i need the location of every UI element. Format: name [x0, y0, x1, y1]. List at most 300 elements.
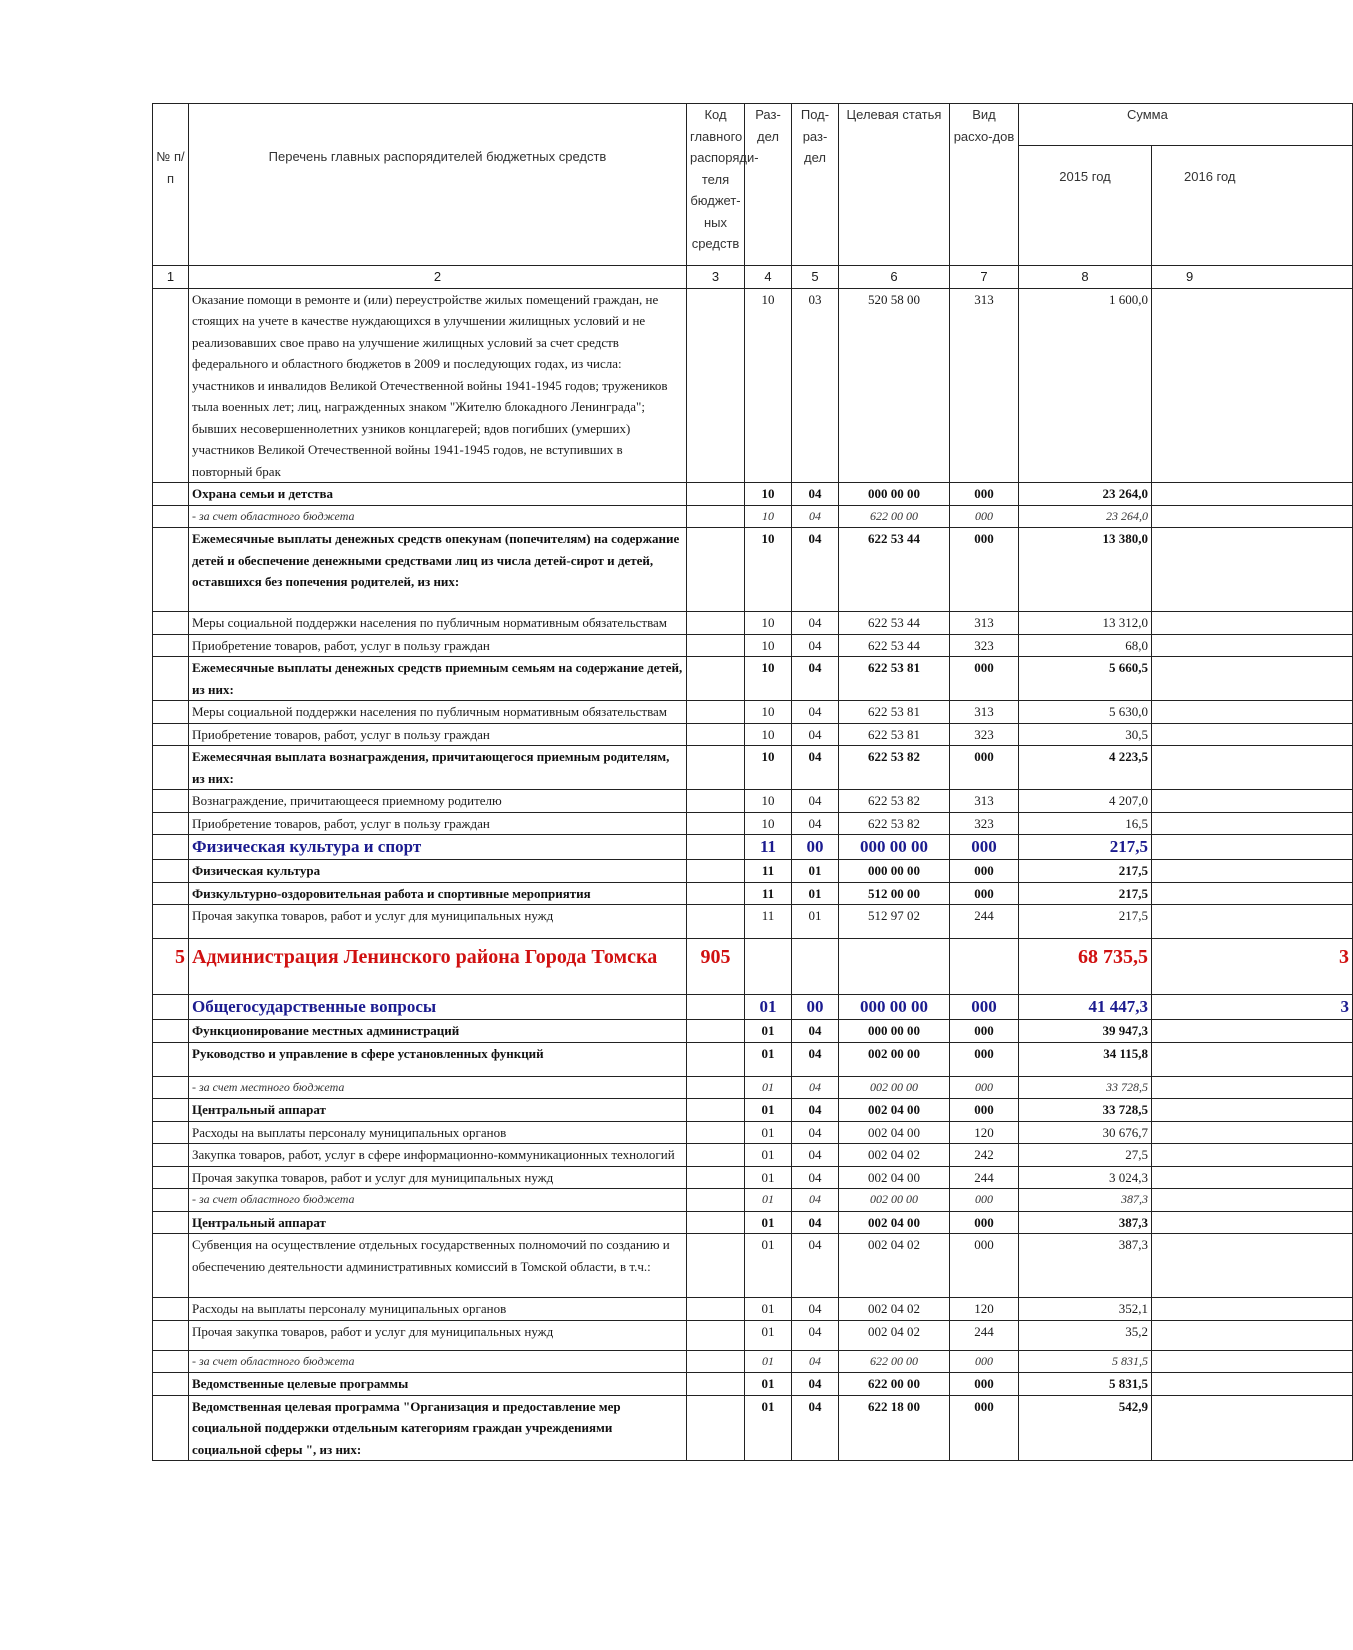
cell-vid: 244	[950, 905, 1019, 939]
cell-num	[153, 1234, 189, 1298]
cell-vid: 000	[950, 1350, 1019, 1373]
cell-name: Приобретение товаров, работ, услуг в пользу граждан	[189, 723, 687, 746]
cell-vid: 000	[950, 1395, 1019, 1461]
cell-num	[153, 1395, 189, 1461]
cell-s15: 387,3	[1019, 1234, 1152, 1298]
cell-code	[687, 701, 745, 724]
cell-name: Ведомственная целевая программа "Организация и предоставление мер социальной поддержки отдельным категориям граждан учреждениями социальной сферы ", из них:	[189, 1395, 687, 1461]
cell-vid: 120	[950, 1298, 1019, 1321]
cell-s15: 542,9	[1019, 1395, 1152, 1461]
table-row	[153, 790, 1353, 813]
cell-name: - за счет областного бюджета	[189, 1350, 687, 1373]
cell-art: 000 00 00	[839, 860, 950, 883]
cell-s15: 39 947,3	[1019, 1020, 1152, 1043]
cell-s16	[1152, 790, 1353, 813]
cell-s15: 34 115,8	[1019, 1042, 1152, 1076]
cell-s16	[1152, 860, 1353, 883]
cell-art: 000 00 00	[839, 483, 950, 506]
cell-s15: 5 660,5	[1019, 657, 1152, 701]
cell-r: 01	[745, 1373, 792, 1396]
cell-p: 04	[792, 1076, 839, 1099]
cell-r: 10	[745, 701, 792, 724]
cell-s16	[1152, 1350, 1353, 1373]
table-row	[153, 634, 1353, 657]
table-row	[153, 483, 1353, 506]
cell-num	[153, 1298, 189, 1321]
table-row	[153, 1234, 1353, 1298]
cell-art: 002 04 02	[839, 1144, 950, 1167]
cell-p: 04	[792, 812, 839, 835]
cell-name: Физкультурно-оздоровительная работа и спортивные мероприятия	[189, 882, 687, 905]
budget-table	[152, 103, 1353, 1461]
cell-name: Расходы на выплаты персоналу муниципальных органов	[189, 1298, 687, 1321]
cell-art: 622 53 82	[839, 746, 950, 790]
cell-s16	[1152, 905, 1353, 939]
cell-name: Прочая закупка товаров, работ и услуг для муниципальных нужд	[189, 1320, 687, 1350]
cell-code	[687, 882, 745, 905]
header-razdel: Раз-дел	[745, 104, 792, 266]
cell-r: 11	[745, 835, 792, 860]
cell-num	[153, 905, 189, 939]
table-row	[153, 723, 1353, 746]
cell-name: Оказание помощи в ремонте и (или) переустройстве жилых помещений граждан, не стоящих на учете в качестве нуждающихся в улучшении жилищных условий и не реализовавших свое право на улучшение жилищных условий за счет средств федерального и областного бюджетов в 2009 и последующих годах, из числа: участников и инвалидов Великой Отечественной войны 1941-1945 годов; тружеников тыла военных лет; лиц, награжденных знаком "Жителю блокадного Ленинграда"; бывших несовершеннолетних узников концлагерей; вдов погибших (умерших) участников Великой Отечественной войны 1941-1945 годов, не вступивших в повторный брак	[189, 288, 687, 483]
cell-art: 002 00 00	[839, 1076, 950, 1099]
cell-s16	[1152, 657, 1353, 701]
cell-code	[687, 995, 745, 1020]
budget-sheet	[152, 103, 1350, 1650]
cell-num	[153, 995, 189, 1020]
column-numbers-row	[153, 266, 1353, 289]
cell-num	[153, 1350, 189, 1373]
table-row	[153, 1320, 1353, 1350]
cell-s15: 387,3	[1019, 1211, 1152, 1234]
cell-r: 11	[745, 882, 792, 905]
cell-art: 622 18 00	[839, 1395, 950, 1461]
cell-s16	[1152, 1395, 1353, 1461]
cell-num	[153, 1076, 189, 1099]
cell-p: 00	[792, 835, 839, 860]
table-row	[153, 835, 1353, 860]
cell-num	[153, 835, 189, 860]
table-body	[153, 288, 1353, 1461]
cell-s16	[1152, 483, 1353, 506]
cell-num	[153, 812, 189, 835]
cell-p: 04	[792, 483, 839, 506]
cell-r	[745, 939, 792, 995]
cell-s15: 30,5	[1019, 723, 1152, 746]
cell-s15: 217,5	[1019, 882, 1152, 905]
cell-vid: 000	[950, 1211, 1019, 1234]
cell-num	[153, 701, 189, 724]
cell-s16	[1152, 1211, 1353, 1234]
cell-p: 04	[792, 612, 839, 635]
cell-vid: 313	[950, 288, 1019, 483]
cell-r: 10	[745, 288, 792, 483]
cell-s16	[1152, 701, 1353, 724]
cell-s16	[1152, 505, 1353, 528]
cell-name: - за счет областного бюджета	[189, 1189, 687, 1212]
cell-art: 622 53 82	[839, 790, 950, 813]
cell-p: 04	[792, 1189, 839, 1212]
cell-num	[153, 528, 189, 612]
cell-num	[153, 1189, 189, 1212]
cell-p: 04	[792, 1350, 839, 1373]
cell-name: - за счет местного бюджета	[189, 1076, 687, 1099]
cell-s15: 217,5	[1019, 860, 1152, 883]
cell-s16	[1152, 1373, 1353, 1396]
cell-name: Физическая культура и спорт	[189, 835, 687, 860]
cell-code	[687, 612, 745, 635]
cell-name: Вознаграждение, причитающееся приемному родителю	[189, 790, 687, 813]
cell-r: 01	[745, 1121, 792, 1144]
table-row	[153, 657, 1353, 701]
cell-p: 01	[792, 905, 839, 939]
cell-r: 10	[745, 505, 792, 528]
cell-code	[687, 1320, 745, 1350]
table-row	[153, 1373, 1353, 1396]
cell-s16	[1152, 882, 1353, 905]
cell-code	[687, 790, 745, 813]
cell-art: 622 53 81	[839, 701, 950, 724]
cell-art: 002 04 02	[839, 1298, 950, 1321]
cell-code	[687, 812, 745, 835]
cell-code	[687, 860, 745, 883]
cell-r: 10	[745, 657, 792, 701]
cell-p: 04	[792, 1234, 839, 1298]
cell-s16	[1152, 1076, 1353, 1099]
cell-r: 01	[745, 1320, 792, 1350]
cell-vid: 000	[950, 1099, 1019, 1122]
cell-name: Меры социальной поддержки населения по публичным нормативным обязательствам	[189, 612, 687, 635]
cell-art: 622 53 82	[839, 812, 950, 835]
table-row	[153, 995, 1353, 1020]
cell-name: Ежемесячные выплаты денежных средств опекунам (попечителям) на содержание детей и обеспечение денежными средствами лиц из числа детей-сирот и детей, оставшихся без попечения родителей, из них:	[189, 528, 687, 612]
cell-name: Меры социальной поддержки населения по публичным нормативным обязательствам	[189, 701, 687, 724]
table-row	[153, 288, 1353, 483]
cell-vid: 120	[950, 1121, 1019, 1144]
cell-num	[153, 860, 189, 883]
header-article: Целевая статья	[839, 104, 950, 266]
cell-s15: 5 831,5	[1019, 1350, 1152, 1373]
cell-num	[153, 1099, 189, 1122]
cell-p: 04	[792, 657, 839, 701]
cell-vid: 000	[950, 1020, 1019, 1043]
cell-name: Администрация Ленинского района Города Томска	[189, 939, 687, 995]
cell-s15: 16,5	[1019, 812, 1152, 835]
cell-s16	[1152, 288, 1353, 483]
cell-num	[153, 723, 189, 746]
cell-code	[687, 1298, 745, 1321]
cell-p: 04	[792, 1121, 839, 1144]
cell-s15: 217,5	[1019, 835, 1152, 860]
cell-code	[687, 1144, 745, 1167]
cell-art: 000 00 00	[839, 995, 950, 1020]
cell-code	[687, 723, 745, 746]
cell-name: Центральный аппарат	[189, 1211, 687, 1234]
cell-code	[687, 1020, 745, 1043]
cell-code	[687, 483, 745, 506]
cell-s16	[1152, 746, 1353, 790]
cell-code: 905	[687, 939, 745, 995]
cell-vid: 000	[950, 995, 1019, 1020]
cell-p: 04	[792, 1144, 839, 1167]
cell-num	[153, 1042, 189, 1076]
cell-p: 04	[792, 1211, 839, 1234]
cell-r: 10	[745, 483, 792, 506]
cell-vid: 000	[950, 483, 1019, 506]
cell-r: 01	[745, 1211, 792, 1234]
cell-code	[687, 1189, 745, 1212]
cell-p: 04	[792, 1298, 839, 1321]
cell-art: 002 00 00	[839, 1189, 950, 1212]
cell-code	[687, 1395, 745, 1461]
cell-num	[153, 1166, 189, 1189]
cell-s15: 30 676,7	[1019, 1121, 1152, 1144]
cell-r: 01	[745, 1042, 792, 1076]
cell-r: 01	[745, 1144, 792, 1167]
cell-num	[153, 1373, 189, 1396]
table-row	[153, 1099, 1353, 1122]
cell-art: 002 04 02	[839, 1234, 950, 1298]
cell-p: 04	[792, 701, 839, 724]
cell-s15: 387,3	[1019, 1189, 1152, 1212]
cell-art: 622 00 00	[839, 1350, 950, 1373]
cell-art: 622 53 81	[839, 723, 950, 746]
table-row	[153, 1350, 1353, 1373]
cell-s15: 41 447,3	[1019, 995, 1152, 1020]
cell-num	[153, 505, 189, 528]
colnum: 8	[1019, 266, 1152, 289]
cell-s16: 3	[1152, 939, 1353, 995]
cell-name: Руководство и управление в сфере установленных функций	[189, 1042, 687, 1076]
colnum: 6	[839, 266, 950, 289]
cell-art: 622 00 00	[839, 1373, 950, 1396]
header-podrazdel: Под-раз-дел	[792, 104, 839, 266]
cell-num	[153, 1211, 189, 1234]
cell-num	[153, 746, 189, 790]
cell-r: 01	[745, 1350, 792, 1373]
cell-code	[687, 1121, 745, 1144]
table-row	[153, 1166, 1353, 1189]
cell-s15: 23 264,0	[1019, 505, 1152, 528]
table-row	[153, 701, 1353, 724]
cell-r: 01	[745, 1395, 792, 1461]
cell-vid: 000	[950, 1189, 1019, 1212]
cell-code	[687, 528, 745, 612]
cell-code	[687, 835, 745, 860]
cell-art: 002 04 02	[839, 1320, 950, 1350]
cell-vid: 000	[950, 1042, 1019, 1076]
cell-name: Приобретение товаров, работ, услуг в пользу граждан	[189, 634, 687, 657]
table-row	[153, 1395, 1353, 1461]
table-row	[153, 1144, 1353, 1167]
table-row	[153, 1121, 1353, 1144]
cell-name: Субвенция на осуществление отдельных государственных полномочий по созданию и обеспечению деятельности административных комиссий в Томской области, в т.ч.:	[189, 1234, 687, 1298]
cell-vid: 313	[950, 701, 1019, 724]
cell-vid: 000	[950, 882, 1019, 905]
cell-art: 000 00 00	[839, 1020, 950, 1043]
cell-code	[687, 746, 745, 790]
cell-code	[687, 1211, 745, 1234]
cell-vid: 244	[950, 1166, 1019, 1189]
cell-art: 520 58 00	[839, 288, 950, 483]
cell-code	[687, 505, 745, 528]
table-row	[153, 505, 1353, 528]
table-row	[153, 1076, 1353, 1099]
table-row	[153, 939, 1353, 995]
cell-code	[687, 1350, 745, 1373]
cell-s16	[1152, 1020, 1353, 1043]
cell-vid: 313	[950, 790, 1019, 813]
colnum: 4	[745, 266, 792, 289]
cell-num	[153, 882, 189, 905]
header-year-2015: 2015 год	[1019, 146, 1152, 266]
header-num: № п/п	[153, 104, 189, 266]
table-row	[153, 1020, 1353, 1043]
cell-num	[153, 288, 189, 483]
cell-r: 01	[745, 1234, 792, 1298]
cell-r: 10	[745, 634, 792, 657]
cell-s16	[1152, 634, 1353, 657]
cell-s15: 217,5	[1019, 905, 1152, 939]
cell-art: 512 97 02	[839, 905, 950, 939]
cell-art: 622 00 00	[839, 505, 950, 528]
cell-art: 002 04 00	[839, 1121, 950, 1144]
cell-art: 002 00 00	[839, 1042, 950, 1076]
table-row	[153, 528, 1353, 612]
header-code: Код главного распоряди-теля бюджет-ных средств	[687, 104, 745, 266]
cell-name: Закупка товаров, работ, услуг в сфере информационно-коммуникационных технологий	[189, 1144, 687, 1167]
cell-art: 002 04 00	[839, 1166, 950, 1189]
cell-p: 04	[792, 1099, 839, 1122]
cell-code	[687, 634, 745, 657]
cell-name: Физическая культура	[189, 860, 687, 883]
cell-s16	[1152, 835, 1353, 860]
cell-s15: 13 312,0	[1019, 612, 1152, 635]
header-vid: Вид расхо-дов	[950, 104, 1019, 266]
cell-p: 00	[792, 995, 839, 1020]
cell-name: - за счет областного бюджета	[189, 505, 687, 528]
cell-s15: 68 735,5	[1019, 939, 1152, 995]
cell-name: Ведомственные целевые программы	[189, 1373, 687, 1396]
cell-vid: 000	[950, 1234, 1019, 1298]
cell-s16	[1152, 1234, 1353, 1298]
cell-vid: 000	[950, 657, 1019, 701]
cell-art: 622 53 44	[839, 634, 950, 657]
cell-p: 04	[792, 1166, 839, 1189]
cell-art: 000 00 00	[839, 835, 950, 860]
cell-s16	[1152, 1166, 1353, 1189]
cell-s16	[1152, 723, 1353, 746]
cell-s15: 13 380,0	[1019, 528, 1152, 612]
table-row	[153, 860, 1353, 883]
cell-p: 04	[792, 1320, 839, 1350]
cell-r: 11	[745, 905, 792, 939]
cell-s15: 4 207,0	[1019, 790, 1152, 813]
cell-name: Приобретение товаров, работ, услуг в пользу граждан	[189, 812, 687, 835]
header-year-2016: 2016 год	[1152, 146, 1353, 266]
table-row	[153, 1211, 1353, 1234]
cell-name: Общегосударственные вопросы	[189, 995, 687, 1020]
cell-p: 01	[792, 860, 839, 883]
cell-vid: 313	[950, 612, 1019, 635]
cell-p: 04	[792, 723, 839, 746]
cell-num	[153, 1121, 189, 1144]
cell-name: Функционирование местных администраций	[189, 1020, 687, 1043]
cell-s15: 5 831,5	[1019, 1373, 1152, 1396]
table-row	[153, 1189, 1353, 1212]
cell-s15: 23 264,0	[1019, 483, 1152, 506]
cell-s15: 5 630,0	[1019, 701, 1152, 724]
cell-p: 04	[792, 1042, 839, 1076]
cell-r: 01	[745, 1189, 792, 1212]
cell-code	[687, 1099, 745, 1122]
cell-s15: 1 600,0	[1019, 288, 1152, 483]
cell-vid: 323	[950, 723, 1019, 746]
colnum: 1	[153, 266, 189, 289]
colnum: 9	[1152, 266, 1353, 289]
cell-art: 622 53 44	[839, 612, 950, 635]
cell-s16	[1152, 1320, 1353, 1350]
cell-p	[792, 939, 839, 995]
cell-s16	[1152, 612, 1353, 635]
cell-num	[153, 1320, 189, 1350]
cell-s15: 35,2	[1019, 1320, 1152, 1350]
cell-name: Прочая закупка товаров, работ и услуг для муниципальных нужд	[189, 905, 687, 939]
cell-code	[687, 1234, 745, 1298]
cell-vid: 323	[950, 812, 1019, 835]
cell-s15: 33 728,5	[1019, 1099, 1152, 1122]
cell-vid: 000	[950, 835, 1019, 860]
cell-r: 11	[745, 860, 792, 883]
cell-p: 04	[792, 528, 839, 612]
cell-code	[687, 905, 745, 939]
cell-num	[153, 1020, 189, 1043]
cell-art: 002 04 00	[839, 1099, 950, 1122]
cell-p: 03	[792, 288, 839, 483]
cell-s15: 33 728,5	[1019, 1076, 1152, 1099]
colnum: 3	[687, 266, 745, 289]
cell-vid: 000	[950, 1076, 1019, 1099]
cell-name: Ежемесячные выплаты денежных средств приемным семьям на содержание детей, из них:	[189, 657, 687, 701]
cell-r: 01	[745, 1298, 792, 1321]
colnum: 2	[189, 266, 687, 289]
cell-vid: 000	[950, 528, 1019, 612]
cell-s16	[1152, 1298, 1353, 1321]
cell-vid: 000	[950, 1373, 1019, 1396]
cell-code	[687, 1042, 745, 1076]
cell-name: Прочая закупка товаров, работ и услуг для муниципальных нужд	[189, 1166, 687, 1189]
cell-s16	[1152, 1121, 1353, 1144]
table-row	[153, 612, 1353, 635]
cell-s16	[1152, 1144, 1353, 1167]
cell-s16	[1152, 1042, 1353, 1076]
cell-vid	[950, 939, 1019, 995]
cell-r: 10	[745, 528, 792, 612]
cell-r: 01	[745, 995, 792, 1020]
colnum: 7	[950, 266, 1019, 289]
cell-art: 622 53 44	[839, 528, 950, 612]
cell-s15: 4 223,5	[1019, 746, 1152, 790]
cell-name: Ежемесячная выплата вознаграждения, причитающегося приемным родителям, из них:	[189, 746, 687, 790]
cell-r: 10	[745, 812, 792, 835]
cell-art: 512 00 00	[839, 882, 950, 905]
cell-num	[153, 1144, 189, 1167]
header-name: Перечень главных распорядителей бюджетных средств	[189, 104, 687, 266]
cell-vid: 242	[950, 1144, 1019, 1167]
cell-r: 01	[745, 1166, 792, 1189]
cell-s16	[1152, 812, 1353, 835]
